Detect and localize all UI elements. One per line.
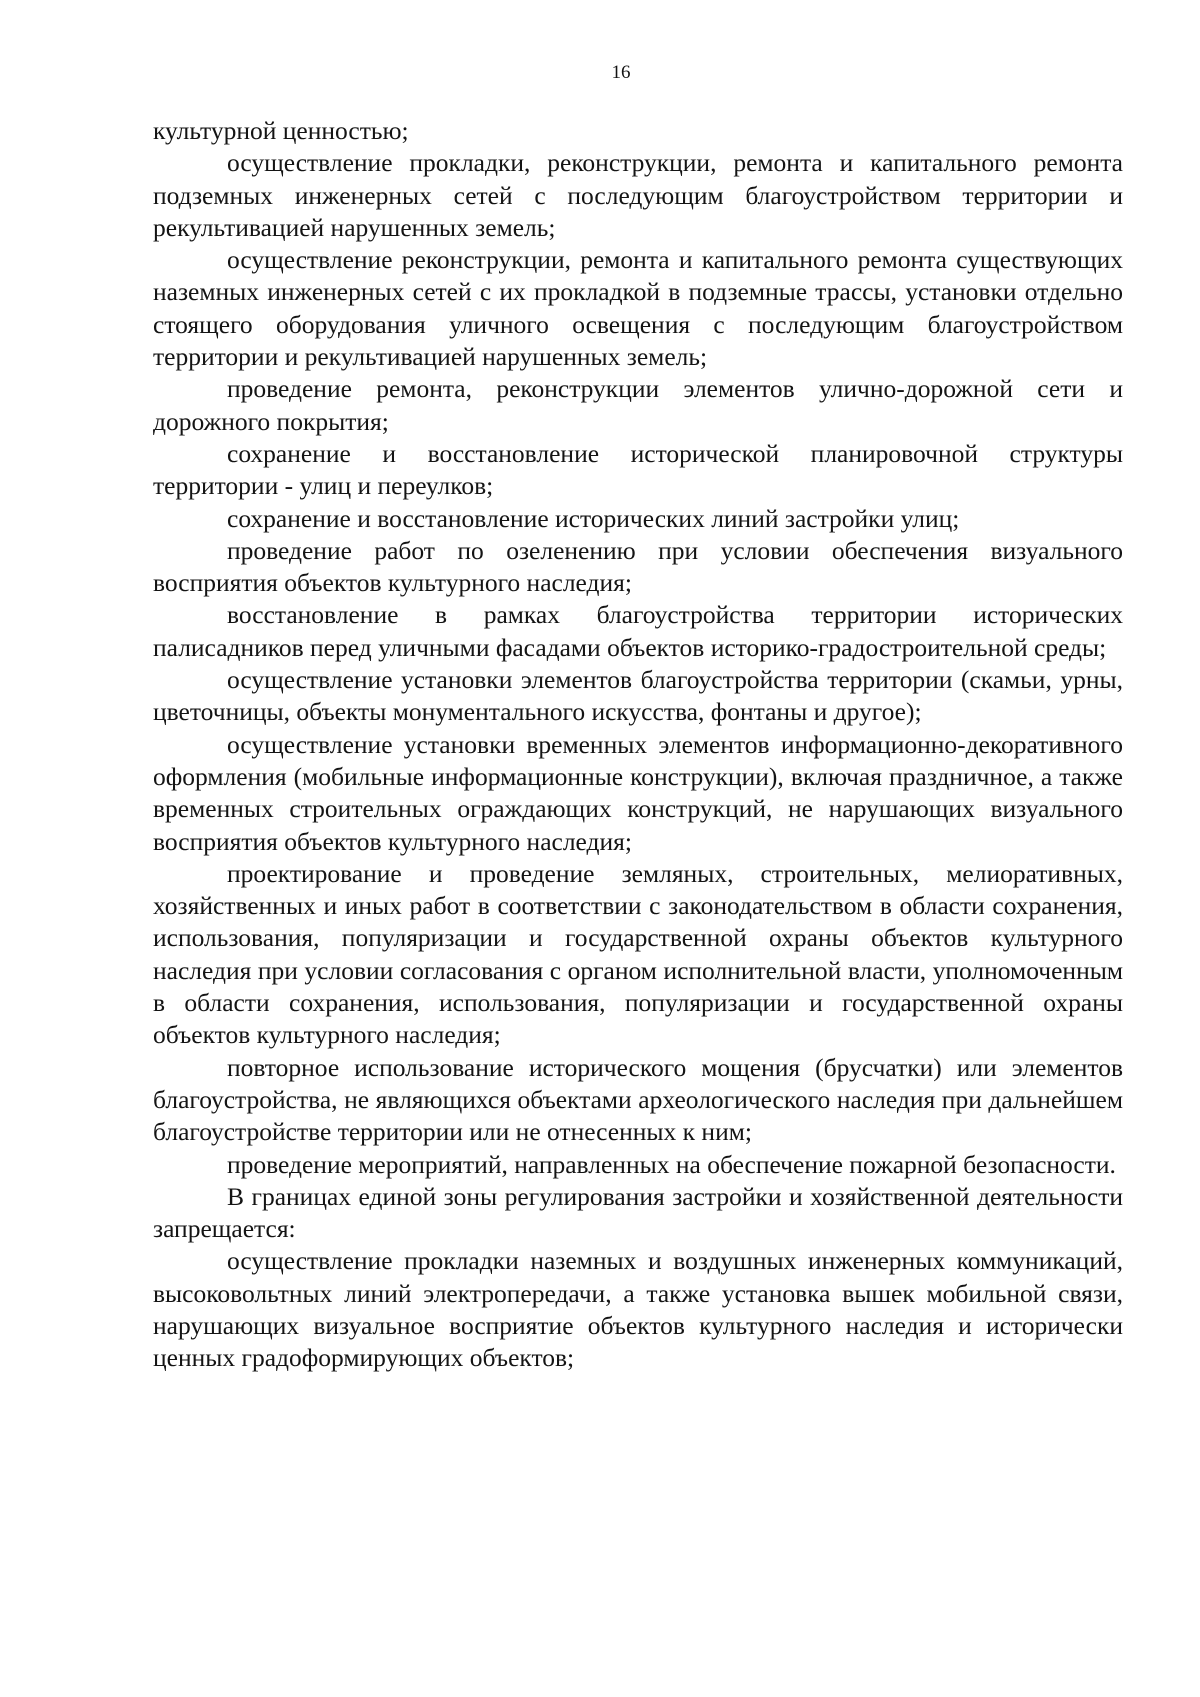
paragraph: сохранение и восстановление исторических линий застройки улиц; bbox=[227, 503, 960, 533]
paragraph: проведение работ по озеленению при условии обеспечения визуального восприятия объектов культурного наследия; bbox=[153, 535, 1123, 598]
paragraph: В границах единой зоны регулирования застройки и хозяйственной деятельности запрещается: bbox=[153, 1181, 1123, 1244]
paragraph: осуществление прокладки, реконструкции, ремонта и капитального ремонта подземных инженерных сетей с последующим благоустройством территории и рекультивацией нарушенных земель; bbox=[153, 148, 1123, 242]
paragraph: проведение мероприятий, направленных на обеспечение пожарной безопасности. bbox=[227, 1149, 1116, 1179]
paragraph: повторное использование исторического мощения (брусчатки) или элементов благоустройства, не являющихся объектами археологического наследия при дальнейшем благоустройстве территории или не отнесенных к ним; bbox=[153, 1052, 1123, 1147]
page-number: 16 bbox=[611, 62, 631, 83]
paragraph: сохранение и восстановление исторической планировочной структуры территории - улиц и переулков; bbox=[153, 438, 1123, 501]
body-text bbox=[153, 115, 1123, 1375]
paragraph: осуществление реконструкции, ремонта и капитального ремонта существующих наземных инженерных сетей с их прокладкой в подземные трассы, установки отдельно стоящего оборудования уличного освещения с последующим благоустройством территории и рекультивацией нарушенных земель; bbox=[153, 245, 1123, 372]
paragraph: восстановление в рамках благоустройства территории исторических палисадников перед уличными фасадами объектов историко-градостроительной среды; bbox=[153, 600, 1123, 662]
paragraph: культурной ценностью; bbox=[153, 116, 409, 145]
paragraph: проектирование и проведение земляных, строительных, мелиоративных, хозяйственных и иных работ в соответствии с законодательством в области сохранения, использования, популяризации и государственной охраны объектов культурного наследия при условии согласования с органом исполнительной власти, уполномоченным в области сохранения, использования, популяризации и государственной охраны объектов культурного наследия; bbox=[153, 858, 1123, 1050]
paragraph: осуществление прокладки наземных и воздушных инженерных коммуникаций, высоковольтных линий электропередачи, а также установка вышек мобильной связи, нарушающих визуальное восприятие объектов культурного наследия и исторически ценных градоформирующих объектов; bbox=[153, 1246, 1123, 1373]
paragraph: осуществление установки элементов благоустройства территории (скамьи, урны, цветочницы, объекты монументального искусства, фонтаны и другое); bbox=[153, 665, 1123, 727]
paragraph: осуществление установки временных элементов информационно-декоративного оформления (мобильные информационные конструкции), включая праздничное, а также временных строительных ограждающих конструкций, не нарушающих визуального восприятия объектов культурного наследия; bbox=[153, 729, 1123, 856]
paragraph: проведение ремонта, реконструкции элементов улично-дорожной сети и дорожного покрытия; bbox=[153, 374, 1123, 436]
